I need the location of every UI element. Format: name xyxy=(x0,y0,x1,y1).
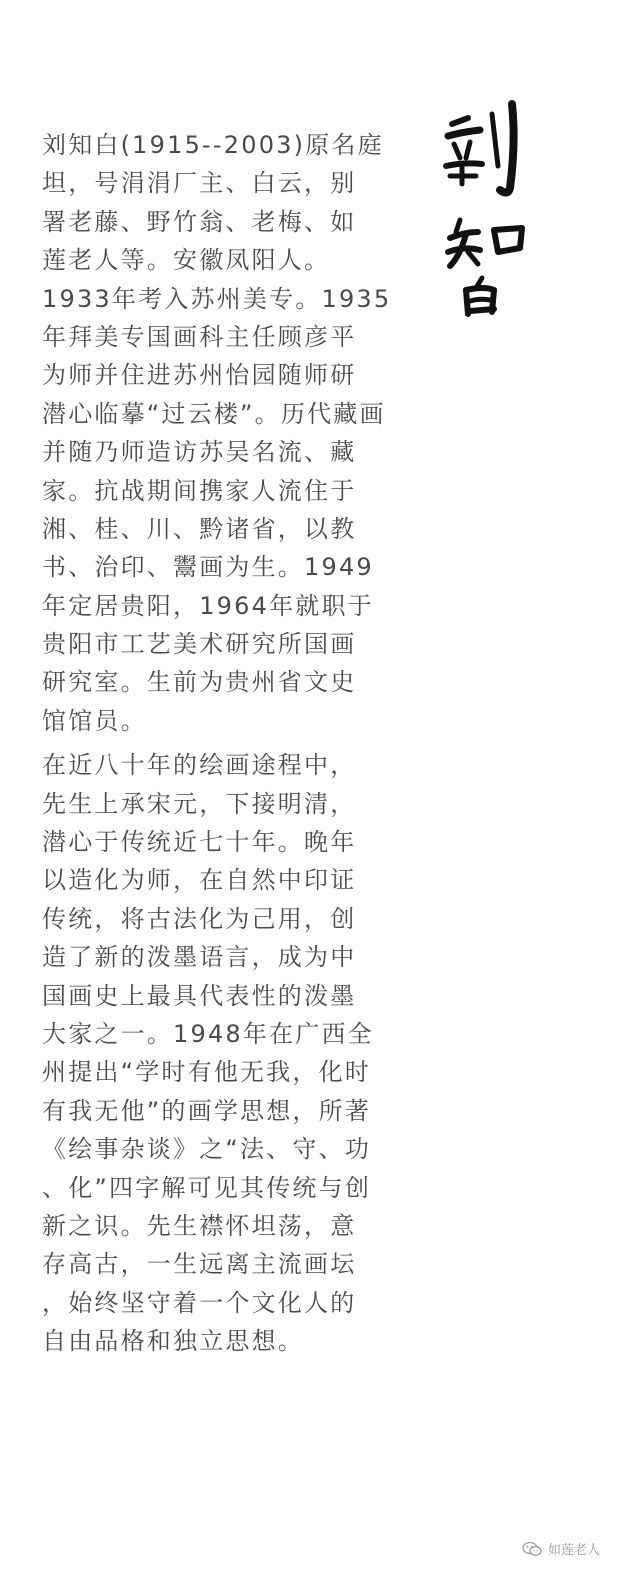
signature-char-zhi xyxy=(448,220,522,266)
text-line: 年定居贵阳，1964年就职于 xyxy=(42,591,374,620)
text-line: 自由品格和独立思想。 xyxy=(42,1327,304,1356)
text-line: 国画史上最具代表性的泼墨 xyxy=(42,981,357,1010)
signature-char-bai xyxy=(466,278,494,314)
text-line: 家。抗战期间携家人流住于 xyxy=(42,476,357,505)
text-line: 潜心临摹“过云楼”。历代藏画 xyxy=(42,399,386,428)
text-line: 刘知白(1915--2003)原名庭 xyxy=(42,131,384,159)
text-line: 坦，号涓涓厂主、白云，别 xyxy=(42,169,357,198)
text-line: 并随乃师造访苏吴名流、藏 xyxy=(42,438,357,467)
text-line: 有我无他”的画学思想，所著 xyxy=(42,1096,372,1125)
text-line: 先生上承宋元，下接明清， xyxy=(42,789,357,818)
text-line: 潜心于传统近七十年。晚年 xyxy=(42,828,357,857)
text-line: 为师并住进苏州怡园随师研 xyxy=(42,361,357,390)
text-line: 在近八十年的绘画途程中， xyxy=(42,751,357,780)
text-line: 书、治印、鬻画为生。1949 xyxy=(42,553,374,582)
paragraph-art-career xyxy=(42,746,414,1360)
text-line: 大家之一。1948年在广西全 xyxy=(42,1019,374,1048)
signature-image xyxy=(440,92,550,322)
calligraphy-signature xyxy=(440,92,550,322)
text-line: 、化”四字解可见其传统与创 xyxy=(42,1173,372,1202)
text-line: 研究室。生前为贵州省文史 xyxy=(42,668,357,697)
text-line: 新之识。先生襟怀坦荡，意 xyxy=(42,1211,357,1240)
text-line: 署老藤、野竹翁、老梅、如 xyxy=(42,207,357,236)
biography-text xyxy=(42,126,414,1361)
text-line: 存高古，一生远离主流画坛 xyxy=(42,1250,357,1279)
text-line: 州提出“学时有他无我，化时 xyxy=(42,1058,372,1087)
text-line: 《绘事杂谈》之“法、守、功 xyxy=(42,1135,372,1164)
text-line: 馆馆员。 xyxy=(42,706,147,735)
wechat-icon xyxy=(522,1541,542,1557)
text-line: 传统，将古法化为己用，创 xyxy=(42,904,357,933)
text-line: 莲老人等。安徽凤阳人。 xyxy=(42,246,331,275)
watermark-text: 如莲老人 xyxy=(547,1543,600,1558)
paragraph-biography xyxy=(42,126,414,740)
text-line: 湘、桂、川、黔诸省，以教 xyxy=(42,514,357,543)
text-line: 造了新的泼墨语言，成为中 xyxy=(42,943,357,972)
text-line: ，始终坚守着一个文化人的 xyxy=(42,1288,357,1317)
wechat-watermark xyxy=(522,1539,600,1558)
text-line: 贵阳市工艺美术研究所国画 xyxy=(42,630,357,659)
text-line: 年拜美专国画科主任顾彦平 xyxy=(42,322,357,351)
text-line: 1933年考入苏州美专。1935 xyxy=(42,284,392,313)
text-line: 以造化为师，在自然中印证 xyxy=(42,866,357,895)
signature-char-liu xyxy=(446,104,514,193)
